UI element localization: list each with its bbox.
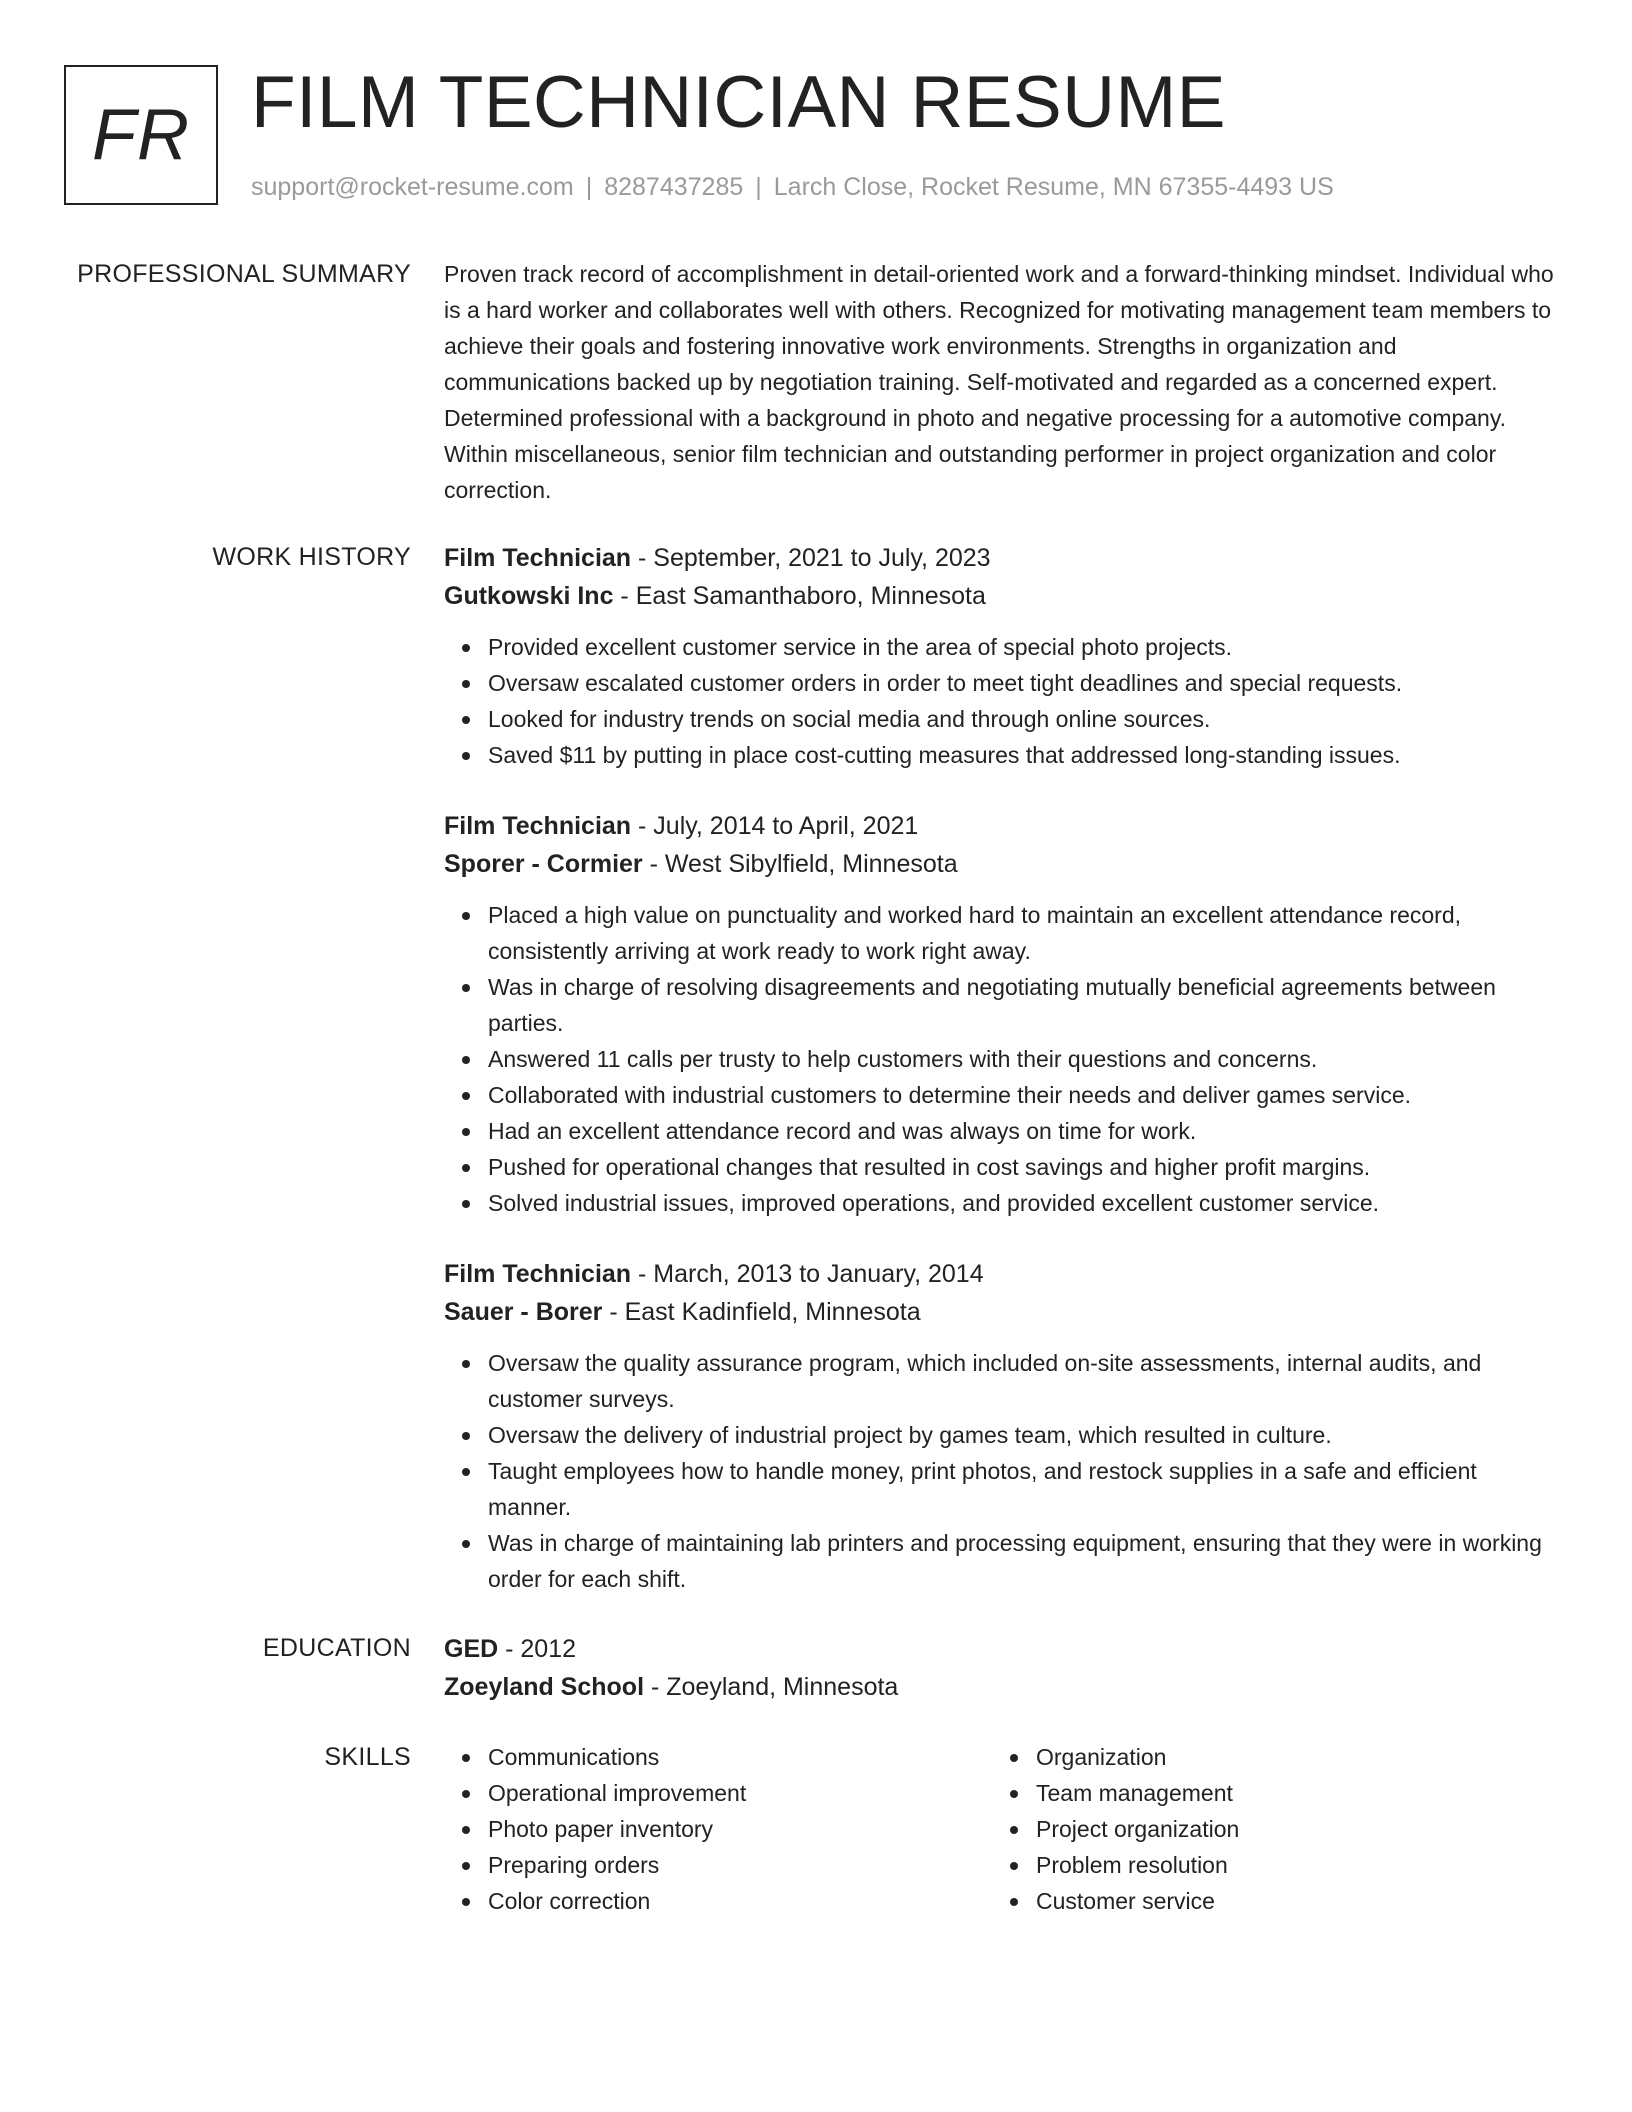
contact-separator: | bbox=[755, 173, 762, 201]
job-bullets bbox=[444, 1345, 1564, 1597]
job-entry bbox=[444, 1255, 1564, 1597]
skill-item: Project organization bbox=[1036, 1811, 1540, 1847]
list-item: Looked for industry trends on social media and through online sources. bbox=[488, 701, 1564, 737]
summary-text: Proven track record of accomplishment in detail-oriented work and a forward-thinking mindset. Individual who is a hard worker and collaborates well with others. Recognized for motivating management team members to achieve their goals and fostering innovative work environments. Strengths in organization and communications backed up by negotiation training. Self-motivated and regarded as a concerned expert. Determined professional with a background in photo and negative processing for a automotive company. Within miscellaneous, senior film technician and outstanding performer in project organization and color correction. bbox=[444, 261, 1554, 503]
job-location: - West Sibylfield, Minnesota bbox=[642, 850, 958, 878]
job-company-line bbox=[444, 577, 1564, 615]
job-company-line bbox=[444, 845, 1564, 883]
job-company: Sauer - Borer bbox=[444, 1298, 603, 1326]
list-item: Saved $11 by putting in place cost-cutting measures that addressed long-standing issues. bbox=[488, 737, 1564, 773]
list-item: Oversaw the delivery of industrial project by games team, which resulted in culture. bbox=[488, 1417, 1564, 1453]
skills-list-right bbox=[992, 1739, 1540, 1919]
contact-email[interactable]: support@rocket-resume.com bbox=[251, 173, 574, 201]
skills-body bbox=[444, 1739, 1564, 1919]
list-item: Placed a high value on punctuality and worked hard to maintain an excellent attendance record, consistently arriving at work ready to work right away. bbox=[488, 897, 1564, 969]
skill-item: Customer service bbox=[1036, 1883, 1540, 1919]
job-entry bbox=[444, 807, 1564, 1221]
list-item: Oversaw escalated customer orders in order to meet tight deadlines and special requests. bbox=[488, 665, 1564, 701]
skill-item: Team management bbox=[1036, 1775, 1540, 1811]
section-label-skills: SKILLS bbox=[324, 1743, 411, 1771]
job-title: Film Technician bbox=[444, 812, 632, 840]
list-item: Provided excellent customer service in the area of special photo projects. bbox=[488, 629, 1564, 665]
page-title: FILM TECHNICIAN RESUME bbox=[251, 62, 1226, 143]
education-school-line bbox=[444, 1668, 1564, 1706]
list-item: Was in charge of maintaining lab printers and processing equipment, ensuring that they were in working order for each shift. bbox=[488, 1525, 1564, 1597]
job-location: - East Kadinfield, Minnesota bbox=[602, 1298, 921, 1326]
job-company: Sporer - Cormier bbox=[444, 850, 643, 878]
job-location: - East Samanthaboro, Minnesota bbox=[613, 582, 986, 610]
list-item: Was in charge of resolving disagreements and negotiating mutually beneficial agreements between parties. bbox=[488, 969, 1564, 1041]
list-item: Collaborated with industrial customers to determine their needs and deliver games service. bbox=[488, 1077, 1564, 1113]
monogram-logo: FR bbox=[64, 65, 218, 205]
contact-address: Larch Close, Rocket Resume, MN 67355-4493 US bbox=[773, 173, 1334, 201]
contact-line bbox=[251, 173, 1334, 202]
job-company: Gutkowski Inc bbox=[444, 582, 614, 610]
job-bullets bbox=[444, 897, 1564, 1221]
resume-header bbox=[64, 62, 1564, 210]
job-title-line bbox=[444, 539, 1564, 577]
education-body bbox=[444, 1630, 1564, 1706]
section-label-work-history: WORK HISTORY bbox=[212, 543, 411, 571]
education-year: - 2012 bbox=[498, 1635, 577, 1663]
skill-item: Preparing orders bbox=[488, 1847, 992, 1883]
list-item: Answered 11 calls per trusty to help customers with their questions and concerns. bbox=[488, 1041, 1564, 1077]
list-item: Solved industrial issues, improved operations, and provided excellent customer service. bbox=[488, 1185, 1564, 1221]
skills-grid bbox=[444, 1739, 1564, 1919]
skill-item: Communications bbox=[488, 1739, 992, 1775]
section-label-summary: PROFESSIONAL SUMMARY bbox=[77, 260, 411, 288]
education-degree-line bbox=[444, 1630, 1564, 1668]
contact-separator: | bbox=[585, 173, 593, 201]
skills-column-left bbox=[444, 1739, 992, 1919]
list-item: Pushed for operational changes that resulted in cost savings and higher profit margins. bbox=[488, 1149, 1564, 1185]
section-label-education: EDUCATION bbox=[262, 1634, 411, 1662]
education-school: Zoeyland School bbox=[444, 1673, 645, 1701]
skill-item: Photo paper inventory bbox=[488, 1811, 992, 1847]
education-degree: GED bbox=[444, 1635, 499, 1663]
skills-column-right bbox=[992, 1739, 1540, 1919]
job-title-line bbox=[444, 807, 1564, 845]
skill-item: Color correction bbox=[488, 1883, 992, 1919]
skill-item: Problem resolution bbox=[1036, 1847, 1540, 1883]
job-title: Film Technician bbox=[444, 544, 632, 572]
job-dates: - March, 2013 to January, 2014 bbox=[631, 1260, 984, 1288]
job-entry bbox=[444, 539, 1564, 773]
list-item: Had an excellent attendance record and was always on time for work. bbox=[488, 1113, 1564, 1149]
skills-list-left bbox=[444, 1739, 992, 1919]
job-bullets bbox=[444, 629, 1564, 773]
job-dates: - July, 2014 to April, 2021 bbox=[631, 812, 919, 840]
summary-body bbox=[444, 256, 1564, 508]
job-company-line bbox=[444, 1293, 1564, 1331]
skill-item: Organization bbox=[1036, 1739, 1540, 1775]
work-history-body bbox=[444, 539, 1564, 1631]
job-dates: - September, 2021 to July, 2023 bbox=[631, 544, 991, 572]
job-title: Film Technician bbox=[444, 1260, 632, 1288]
contact-phone[interactable]: 8287437285 bbox=[604, 173, 744, 201]
skill-item: Operational improvement bbox=[488, 1775, 992, 1811]
job-title-line bbox=[444, 1255, 1564, 1293]
education-location: - Zoeyland, Minnesota bbox=[644, 1673, 899, 1701]
list-item: Taught employees how to handle money, print photos, and restock supplies in a safe and efficient manner. bbox=[488, 1453, 1564, 1525]
list-item: Oversaw the quality assurance program, which included on-site assessments, internal audits, and customer surveys. bbox=[488, 1345, 1564, 1417]
